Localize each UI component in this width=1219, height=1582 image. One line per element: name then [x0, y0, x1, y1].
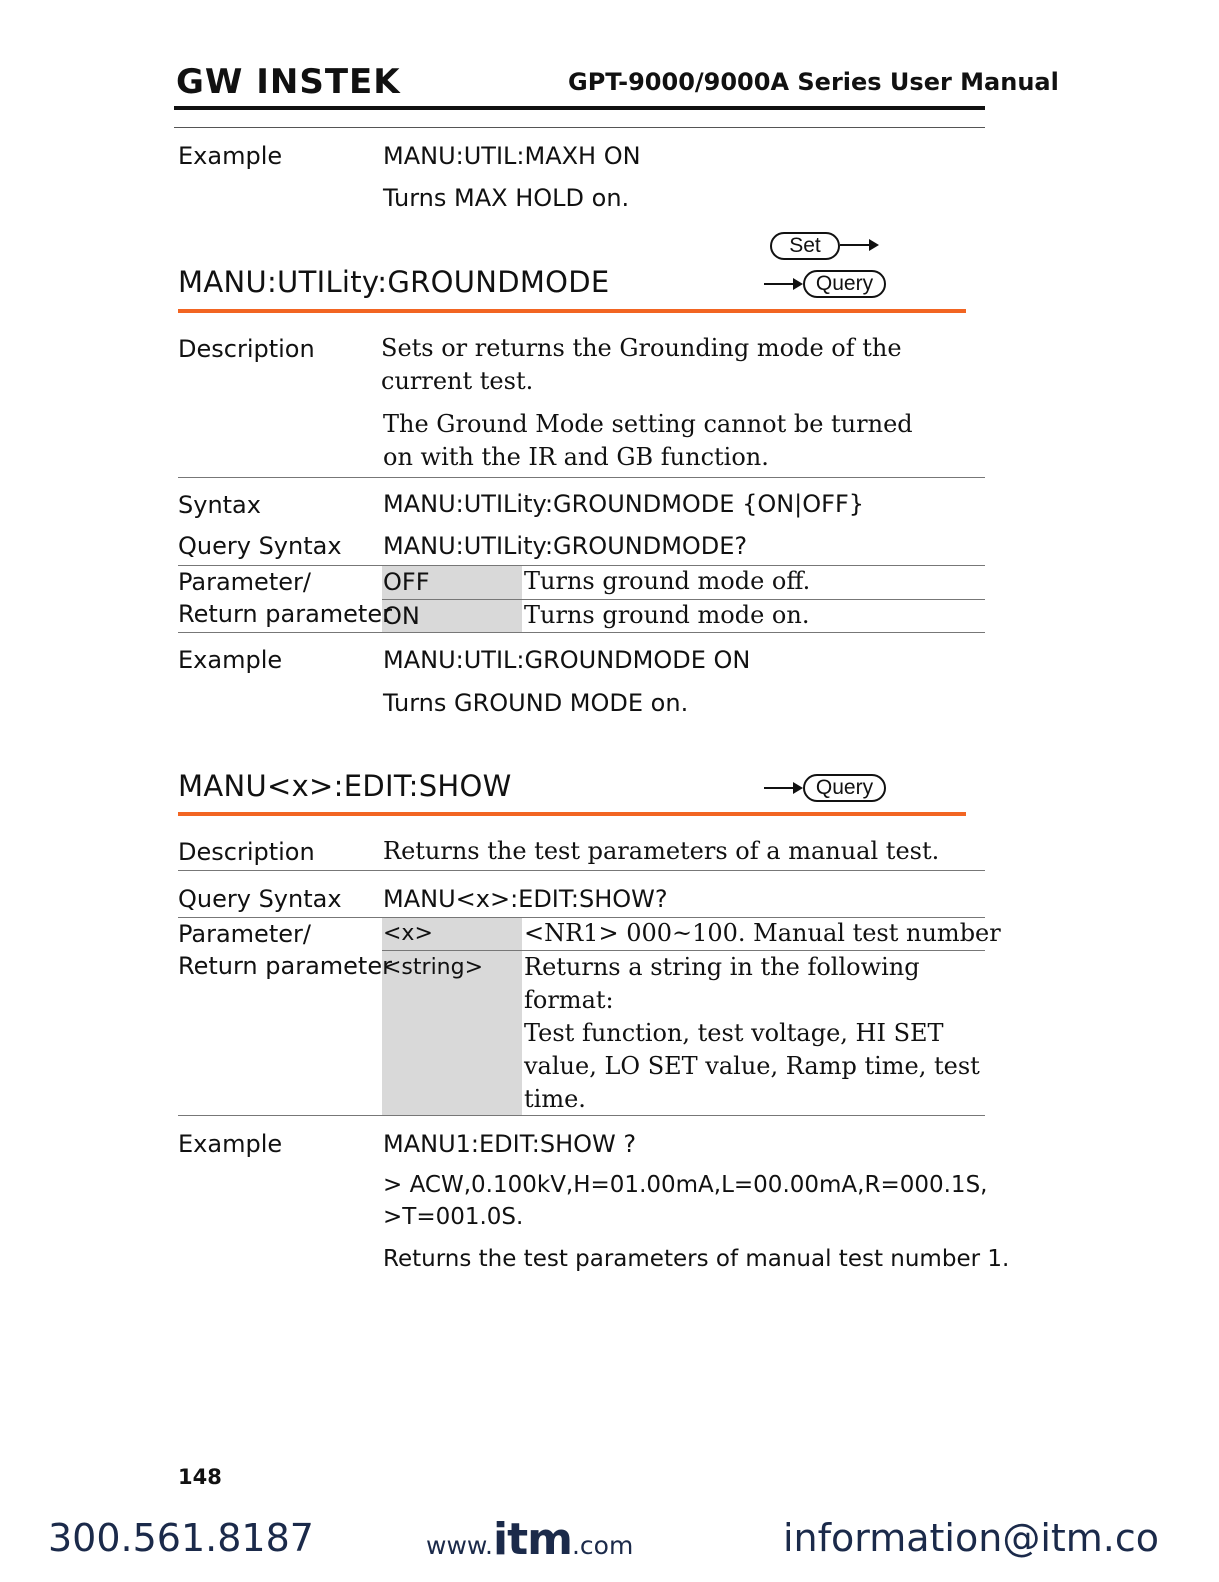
query-arrow-head — [793, 782, 803, 794]
set-arrow-line — [840, 244, 870, 246]
return-parameter-label: Return parameter — [178, 600, 392, 628]
param-cell-bg — [382, 918, 522, 1115]
query-arrow-line — [764, 787, 794, 789]
param-description: Test function, test voltage, HI SET — [524, 1019, 944, 1047]
footer-phone: 300.561.8187 — [48, 1516, 314, 1560]
example-description: Returns the test parameters of manual test number 1. — [383, 1246, 1010, 1272]
parameter-label: Parameter/ — [178, 920, 311, 948]
example-description: Turns GROUND MODE on. — [383, 689, 689, 717]
set-badge: Set — [770, 232, 840, 260]
itm-logo: itm — [493, 1514, 572, 1565]
example-description: Turns MAX HOLD on. — [383, 184, 630, 212]
section-rule-groundmode — [178, 309, 966, 313]
example-label: Example — [178, 646, 283, 674]
query-arrow-head — [793, 278, 803, 290]
description-text: Returns the test parameters of a manual test. — [383, 837, 940, 865]
param-description: <NR1> 000~100. Manual test number — [524, 919, 1001, 947]
param-name: OFF — [383, 568, 430, 596]
query-badge: Query — [803, 270, 886, 298]
param-description: value, LO SET value, Ramp time, test — [524, 1052, 980, 1080]
parameter-label: Parameter/ — [178, 568, 311, 596]
param-name: <string> — [383, 955, 484, 980]
query-arrow-line — [764, 283, 794, 285]
manual-title: GPT-9000/9000A Series User Manual — [568, 68, 1059, 96]
param-description: Turns ground mode off. — [524, 567, 811, 595]
param-description: Turns ground mode on. — [524, 601, 810, 629]
gw-instek-logo: GW INSTEK — [176, 62, 401, 102]
row-divider — [178, 1115, 985, 1116]
param-description: Returns a string in the following — [524, 953, 920, 981]
footer-email[interactable]: information@itm.co — [783, 1516, 1160, 1560]
param-description: time. — [524, 1085, 586, 1113]
example-response: > ACW,0.100kV,H=01.00mA,L=00.00mA,R=000.1S, — [383, 1172, 988, 1198]
description-text: Sets or returns the Grounding mode of the current test. — [381, 334, 902, 395]
row-divider — [178, 632, 985, 633]
header-rule-thick — [174, 106, 985, 110]
param-description: format: — [524, 986, 614, 1014]
section-title-edit-show: MANU<x>:EDIT:SHOW — [178, 769, 512, 803]
description-label: Description — [178, 335, 315, 363]
example-command: MANU:UTIL:GROUNDMODE ON — [383, 646, 751, 674]
query-syntax-label: Query Syntax — [178, 885, 342, 913]
example-label: Example — [178, 142, 283, 170]
example-response: >T=001.0S. — [383, 1204, 524, 1230]
example-command: MANU:UTIL:MAXH ON — [383, 142, 641, 170]
example-label: Example — [178, 1130, 283, 1158]
section-rule-edit-show — [178, 812, 966, 816]
header-rule-thin — [174, 127, 985, 128]
return-parameter-label: Return parameter — [178, 952, 392, 980]
row-divider — [178, 870, 985, 871]
row-divider — [178, 477, 985, 478]
page-number: 148 — [178, 1465, 222, 1489]
set-arrow-head — [869, 239, 879, 251]
param-name: <x> — [383, 921, 433, 946]
footer-web-suffix: .com — [571, 1531, 634, 1560]
section-title-groundmode: MANU:UTILity:GROUNDMODE — [178, 265, 610, 299]
description-note: The Ground Mode setting cannot be turned on with the IR and GB function. — [383, 410, 913, 471]
query-badge: Query — [803, 774, 886, 802]
description-label: Description — [178, 838, 315, 866]
query-syntax-text: MANU:UTILity:GROUNDMODE? — [383, 532, 748, 560]
query-syntax-text: MANU<x>:EDIT:SHOW? — [383, 885, 668, 913]
param-name: ON — [383, 602, 420, 630]
syntax-text: MANU:UTILity:GROUNDMODE {ON|OFF} — [383, 490, 865, 518]
example-command: MANU1:EDIT:SHOW ? — [383, 1130, 637, 1158]
footer-website[interactable] — [426, 1514, 634, 1565]
query-syntax-label: Query Syntax — [178, 532, 342, 560]
syntax-label: Syntax — [178, 491, 261, 519]
footer-web-prefix: www. — [426, 1531, 493, 1560]
